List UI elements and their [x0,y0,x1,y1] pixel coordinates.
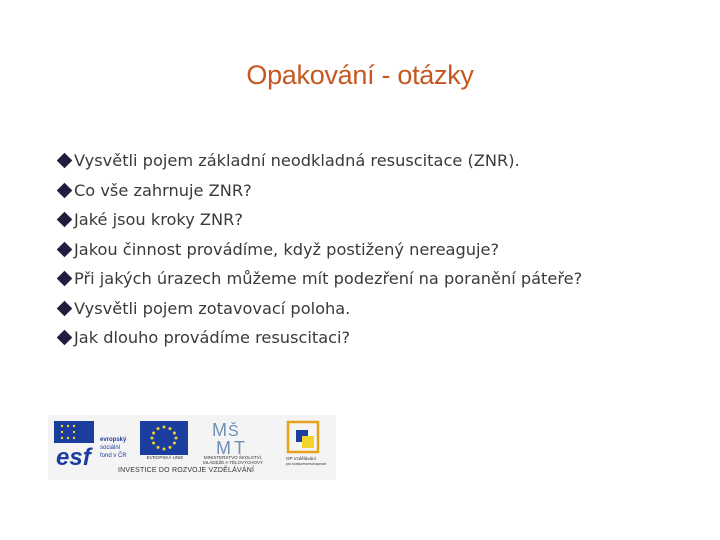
list-item [56,323,582,353]
question-text: Jakou činnost provádíme, když postižený nereaguje? [74,239,500,259]
list-item [56,294,582,324]
diamond-bullet-icon [56,182,73,199]
question-list [56,146,582,353]
diamond-bullet-icon [56,300,73,317]
svg-text:OP Vzdělávání: OP Vzdělávání [286,456,316,461]
question-text: Jaké jsou kroky ZNR? [74,210,243,229]
diamond-bullet-icon [56,241,73,258]
eu-caption: EVROPSKÁ UNIE [146,455,184,460]
esf-logo [54,421,138,467]
op-vk-logo [284,420,330,466]
eu-flag-icon [140,421,188,455]
svg-text:T: T [234,438,245,458]
question-text: Vysvětli pojem zotavovací poloha. [74,298,351,318]
list-item [56,235,582,265]
svg-text:pro konkurenceschopnost: pro konkurenceschopnost [286,462,327,466]
svg-text:esf: esf [56,444,91,467]
msmt-logo [204,418,260,458]
question-text: Vysvětli pojem základní neodkladná resuscitace (ZNR). [74,151,520,170]
list-item [56,205,582,235]
question-text: Co vše zahrnuje ZNR? [74,180,252,200]
question-text: Při jakých úrazech můžeme mít podezření na poranění páteře? [74,269,583,288]
funding-logos-banner [48,415,336,480]
question-text: Jak dlouho provádíme resuscitaci? [74,328,351,347]
diamond-bullet-icon [56,270,73,287]
msmt-caption: MINISTERSTVO ŠKOLSTVÍ, MLÁDEŽE A TĚLOVÝCHOVY [203,455,263,465]
list-item [56,146,582,176]
svg-text:M: M [216,438,231,458]
diamond-bullet-icon [56,329,73,346]
svg-text:M: M [212,420,227,440]
list-item [56,264,582,294]
investment-banner-text: INVESTICE DO ROZVOJE VZDĚLÁVÁNÍ [118,467,255,474]
svg-text:evropský: evropský [100,437,127,443]
slide-title: Opakování - otázky [246,60,474,90]
list-item [56,176,582,206]
svg-text:Š: Š [228,423,239,440]
diamond-bullet-icon [56,152,73,169]
svg-text:sociální: sociální [100,445,121,451]
diamond-bullet-icon [56,211,73,228]
svg-text:fond v ČR: fond v ČR [100,453,127,459]
